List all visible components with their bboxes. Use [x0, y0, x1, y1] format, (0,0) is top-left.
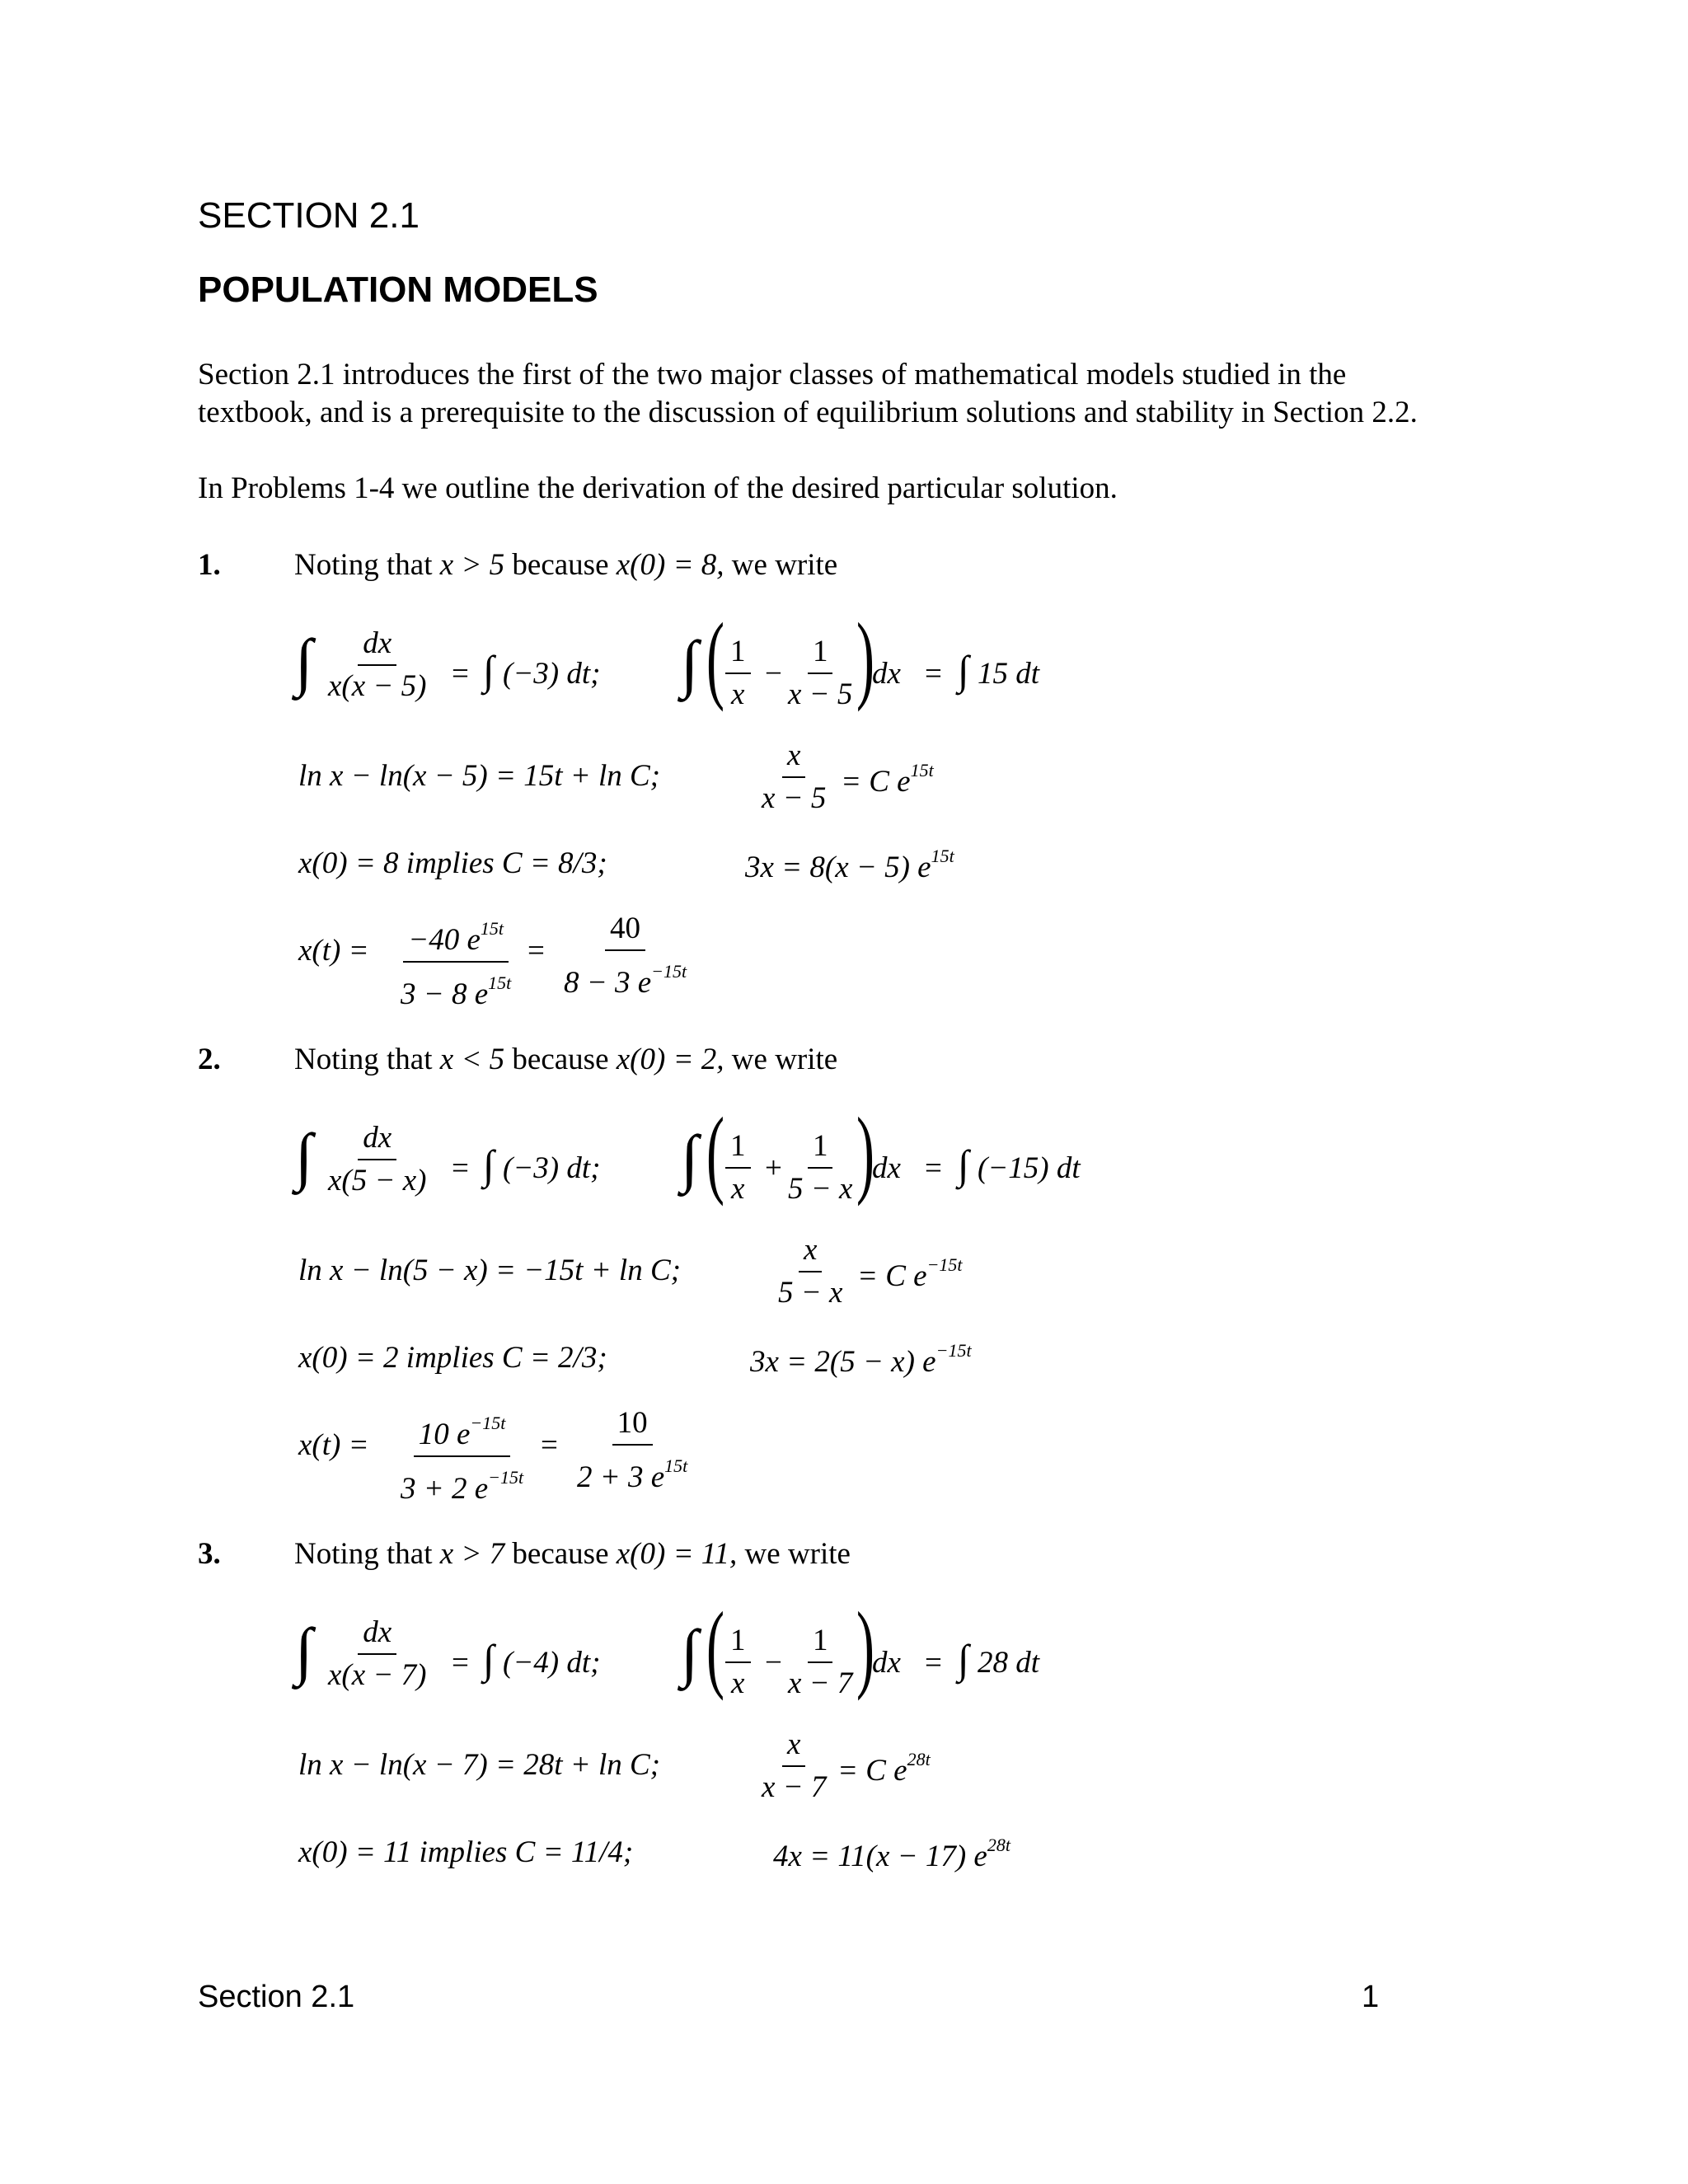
right-paren: ) — [856, 602, 874, 712]
ce-rhs: = C $e^{15t}$ — [841, 760, 934, 799]
left-paren: ( — [706, 602, 724, 712]
right-paren: ) — [856, 1097, 874, 1207]
final-fraction-2: $\frac{40}{8 - 3 e^{-15t}}$ — [564, 912, 687, 1000]
problem-3-lead: Noting that x > 7 because x(0) = 11, we write — [294, 1537, 851, 1571]
final-fraction-1: $\frac{-40 e^{15t}}{3 - 8 e^{15t}}$ — [396, 912, 516, 1012]
equals: = — [528, 934, 545, 968]
problem-1-number: 1. — [198, 548, 221, 582]
integral-sign: ∫ — [483, 1636, 495, 1682]
fraction-1-over-x: $\frac{1}{x}$ — [725, 1129, 751, 1207]
problem-3-number: 3. — [198, 1537, 221, 1571]
minus: − — [765, 657, 782, 691]
fraction-x-over-5-x: $\frac{x}{5 - x}$ — [778, 1233, 843, 1310]
dx: dx — [872, 1646, 901, 1680]
problem-2-number: 2. — [198, 1043, 221, 1076]
fraction-1-over-x-5: $\frac{1}{x - 5}$ — [788, 635, 853, 711]
integral-sign: ∫ — [295, 1615, 313, 1686]
integral-rhs: (−4) dt; — [503, 1646, 601, 1680]
fraction-dx: $\frac{dx}{x(x - 5)}$ — [328, 626, 427, 703]
fraction-1-over-x: $\frac{1}{x}$ — [725, 1624, 751, 1701]
solved-equation: 4x = 11(x − 17) $e^{28t}$ — [773, 1835, 1010, 1873]
integral-sign: ∫ — [483, 1141, 495, 1188]
left-paren: ( — [706, 1097, 724, 1207]
left-paren: ( — [706, 1591, 724, 1701]
equals: = — [541, 1428, 558, 1462]
intro-line-2: textbook, and is a prerequisite to the discussion of equilibrium solutions and stability in Section 2.2. — [198, 396, 1418, 429]
fraction-x-over-x-5: $\frac{x}{x - 5}$ — [762, 738, 827, 815]
solved-equation: 3x = 8(x − 5) $e^{15t}$ — [745, 846, 954, 884]
solved-equation: 3x = 2(5 − x) $e^{-15t}$ — [750, 1340, 972, 1379]
log-equation: ln x − ln(5 − x) = −15t + ln C; — [298, 1254, 681, 1287]
fraction-1-over-x: $\frac{1}{x}$ — [725, 635, 751, 712]
equals: = — [925, 1646, 942, 1680]
initial-condition: x(0) = 8 implies C = 8/3; — [298, 846, 607, 880]
equals: = — [925, 1151, 942, 1185]
log-equation: ln x − ln(x − 5) = 15t + ln C; — [298, 759, 660, 793]
integral-sign: ∫ — [958, 1636, 969, 1682]
minus: − — [765, 1646, 782, 1680]
integral-sign: ∫ — [295, 1120, 313, 1192]
right-paren: ) — [856, 1591, 874, 1701]
integral-sign: ∫ — [681, 1616, 699, 1688]
integral-sign: ∫ — [483, 647, 495, 693]
dx: dx — [872, 657, 901, 691]
problems-note: In Problems 1-4 we outline the derivation of the desired particular solution. — [198, 471, 1118, 505]
initial-condition: x(0) = 2 implies C = 2/3; — [298, 1341, 607, 1375]
fraction-x-over-x-7: $\frac{x}{x - 7}$ — [762, 1727, 827, 1804]
x-of-t: x(t) = — [298, 1428, 369, 1462]
x-of-t: x(t) = — [298, 934, 369, 968]
final-fraction-1: $\frac{10 e^{-15t}}{3 + 2 e^{-15t}}$ — [396, 1406, 528, 1507]
ce-rhs: = C $e^{-15t}$ — [857, 1254, 963, 1293]
fraction-dx: $\frac{dx}{x(x - 7)}$ — [328, 1615, 427, 1692]
fraction-1-over-5-x: $\frac{1}{5 - x}$ — [788, 1129, 853, 1206]
fraction-dx: $\frac{dx}{x(5 - x)}$ — [328, 1121, 427, 1197]
ce-rhs: = C $e^{28t}$ — [837, 1749, 931, 1788]
integral-sign: ∫ — [958, 647, 969, 693]
integral-sign: ∫ — [681, 1122, 699, 1193]
page-number: 1 — [1362, 1980, 1380, 2014]
equals: = — [452, 657, 469, 691]
dx: dx — [872, 1151, 901, 1185]
initial-condition: x(0) = 11 implies C = 11/4; — [298, 1835, 634, 1869]
log-equation: ln x − ln(x − 7) = 28t + ln C; — [298, 1748, 660, 1782]
integral-sign: ∫ — [958, 1141, 969, 1188]
rhs-integrand: 15 dt — [978, 657, 1040, 691]
integral-rhs: (−3) dt; — [503, 1151, 601, 1185]
integral-sign: ∫ — [681, 627, 699, 699]
plus: + — [765, 1151, 782, 1185]
rhs-integrand: (−15) dt — [978, 1151, 1081, 1185]
equals: = — [452, 1151, 469, 1185]
problem-2-lead: Noting that x < 5 because x(0) = 2, we write — [294, 1043, 838, 1076]
fraction-1-over-x-7: $\frac{1}{x - 7}$ — [788, 1624, 853, 1700]
section-title: POPULATION MODELS — [198, 269, 598, 310]
integral-sign: ∫ — [295, 626, 313, 697]
footer-section-label: Section 2.1 — [198, 1980, 355, 2014]
section-heading: SECTION 2.1 — [198, 195, 420, 236]
final-fraction-2: $\frac{10}{2 + 3 e^{15t}}$ — [577, 1406, 688, 1494]
rhs-integrand: 28 dt — [978, 1646, 1040, 1680]
integral-rhs: (−3) dt; — [503, 657, 601, 691]
equals: = — [925, 657, 942, 691]
equals: = — [452, 1646, 469, 1680]
intro-line-1: Section 2.1 introduces the first of the two major classes of mathematical models studied in the — [198, 358, 1347, 391]
problem-1-lead: Noting that x > 5 because x(0) = 8, we write — [294, 548, 838, 582]
